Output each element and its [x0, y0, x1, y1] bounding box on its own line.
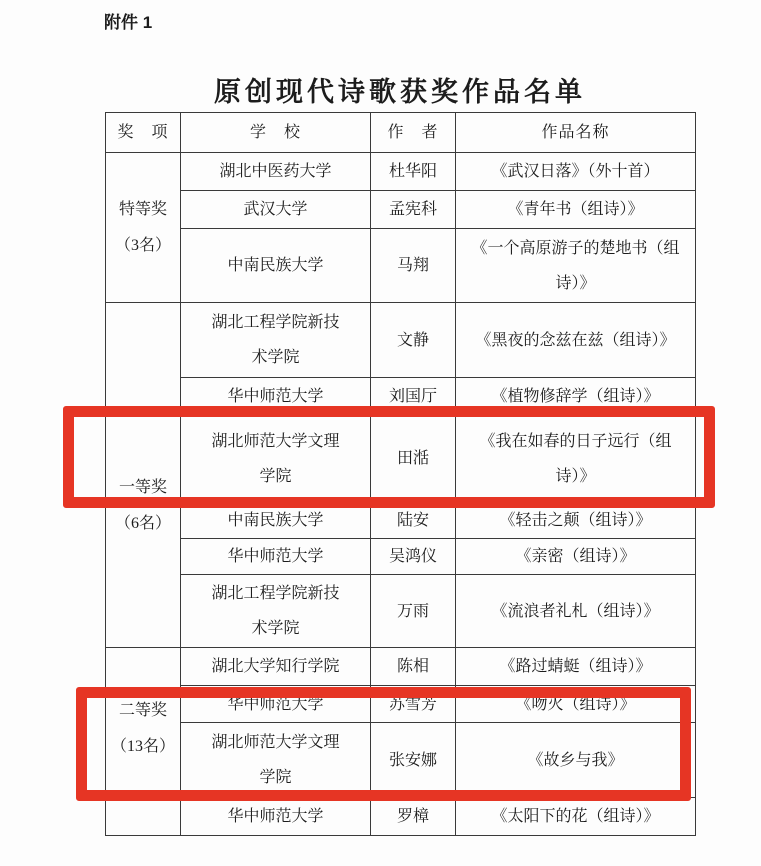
work-cell: 《青年书（组诗）》 [456, 191, 696, 229]
work-cell: 《轻击之颠（组诗）》 [456, 503, 696, 539]
award-name: 特等奖 [118, 200, 167, 218]
table-row [106, 303, 696, 378]
col-header-work: 作品名称 [456, 113, 696, 153]
school-cell: 湖北师范大学文理学院 [181, 723, 371, 798]
highlight-box-first-prize-row [63, 406, 715, 508]
attachment-label: 附件 1 [104, 13, 153, 32]
author-cell: 杜华阳 [371, 153, 456, 191]
table-row [106, 229, 696, 303]
award-name: 二等奖 [118, 701, 167, 719]
award-cell-special-prize [106, 153, 181, 303]
table-row [106, 575, 696, 648]
work-cell: 《植物修辞学（组诗）》 [456, 378, 696, 415]
author-cell: 陆安 [371, 503, 456, 539]
header-row [106, 113, 696, 153]
author-cell: 刘国厅 [371, 378, 456, 415]
school-cell: 华中师范大学 [181, 378, 371, 415]
author-cell: 文静 [371, 303, 456, 378]
table-row [106, 648, 696, 686]
school-cell: 武汉大学 [181, 191, 371, 229]
author-cell: 万雨 [371, 575, 456, 648]
author-cell: 吴鸿仪 [371, 539, 456, 575]
award-count: （6名） [114, 515, 171, 532]
work-cell: 《黑夜的念兹在兹（组诗）》 [456, 303, 696, 378]
author-cell: 罗樟 [371, 798, 456, 836]
school-cell: 湖北工程学院新技术学院 [181, 303, 371, 378]
work-cell: 《太阳下的花（组诗）》 [456, 798, 696, 836]
award-count: （3名） [114, 236, 171, 254]
school-cell: 湖北大学知行学院 [181, 648, 371, 686]
col-header-author: 作 者 [371, 113, 456, 153]
work-cell: 《亲密（组诗）》 [456, 539, 696, 575]
school-cell: 华中师范大学 [181, 686, 371, 723]
table-row [106, 191, 696, 229]
author-cell: 田湉 [371, 415, 456, 503]
award-count: （13名） [110, 737, 175, 755]
school-cell: 华中师范大学 [181, 798, 371, 836]
page-title: 原创现代诗歌获奖作品名单 [214, 77, 586, 107]
work-cell: 《路过蜻蜓（组诗）》 [456, 648, 696, 686]
author-cell: 陈相 [371, 648, 456, 686]
work-cell: 《吻火（组诗）》 [456, 686, 696, 723]
work-cell: 《流浪者礼札（组诗）》 [456, 575, 696, 648]
school-cell: 中南民族大学 [181, 503, 371, 539]
school-cell: 中南民族大学 [181, 229, 371, 303]
highlight-box-second-prize-rows [76, 687, 691, 801]
award-name: 一等奖 [118, 479, 167, 496]
col-header-school: 学 校 [181, 113, 371, 153]
author-cell: 张安娜 [371, 723, 456, 798]
table-row [106, 153, 696, 191]
school-cell: 湖北中医药大学 [181, 153, 371, 191]
work-cell: 《故乡与我》 [456, 723, 696, 798]
author-cell: 马翔 [371, 229, 456, 303]
school-cell: 华中师范大学 [181, 539, 371, 575]
author-cell: 孟宪科 [371, 191, 456, 229]
table-row [106, 539, 696, 575]
work-cell: 《一个高原游子的楚地书（组诗）》 [456, 229, 696, 303]
work-cell: 《武汉日落》（外十首） [456, 153, 696, 191]
school-cell: 湖北师范大学文理学院 [181, 415, 371, 503]
col-header-award: 奖 项 [106, 113, 181, 153]
school-cell: 湖北工程学院新技术学院 [181, 575, 371, 648]
author-cell: 苏雪芳 [371, 686, 456, 723]
table-row [106, 798, 696, 836]
work-cell: 《我在如春的日子远行（组诗）》 [456, 415, 696, 503]
